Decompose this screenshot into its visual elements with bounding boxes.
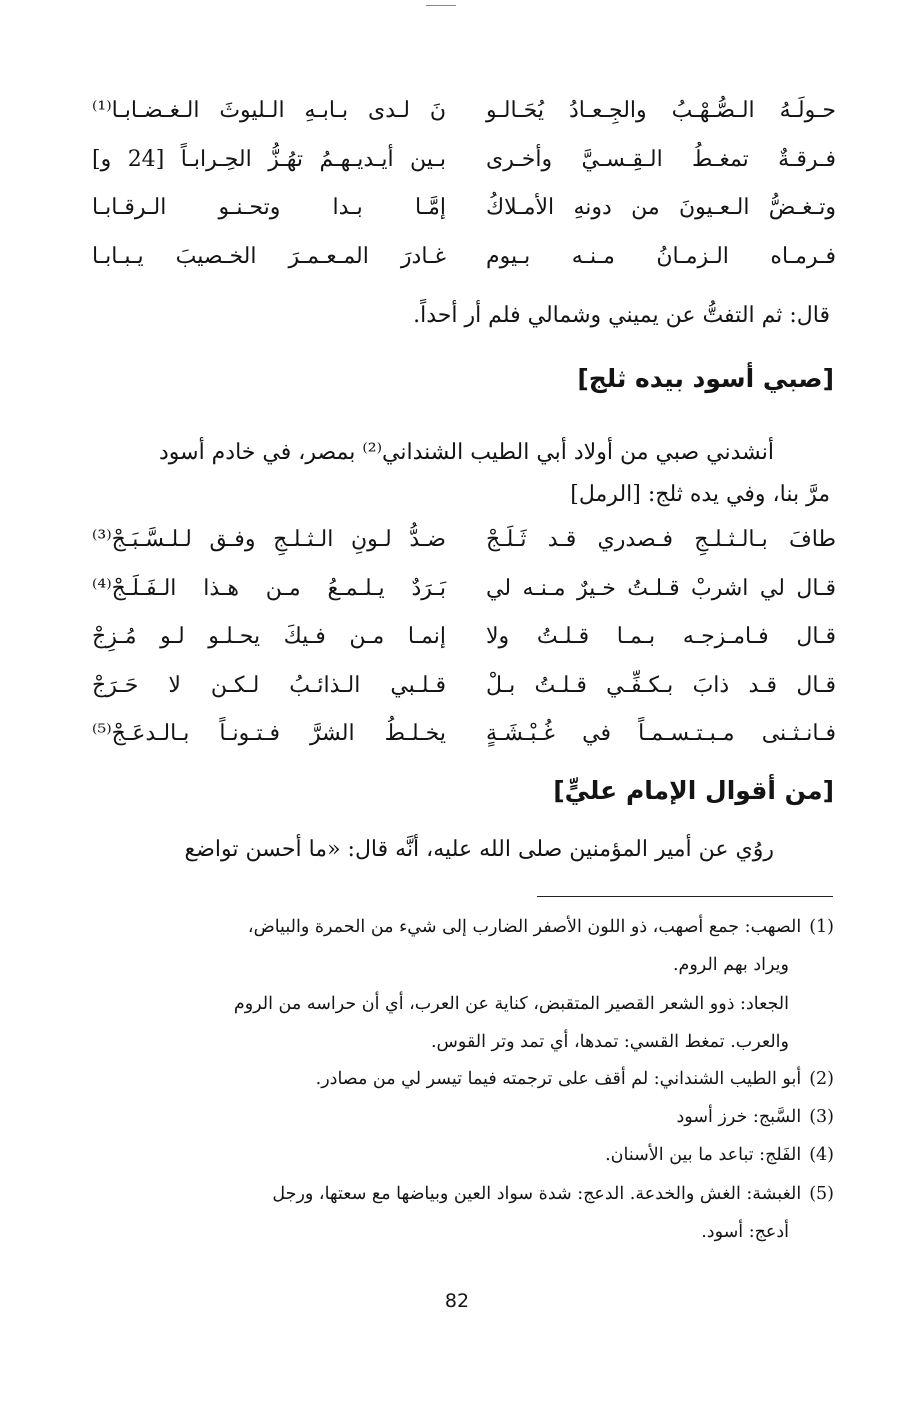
prose-paragraph: أنشدني صبي من أولاد أبي الطيب الشنداني⁽²⁾ بمصر، في خادم أسود xyxy=(158,440,774,465)
verse-line xyxy=(92,98,836,147)
footnote-3 xyxy=(677,1100,834,1134)
verse-right-hemistich: قـال فـامـزجـه بـمـا قـلـتُ ولا xyxy=(486,624,836,649)
verse-line xyxy=(92,244,836,293)
verse-line xyxy=(92,147,836,196)
verse-left-hemistich: بَـرَدٌ يـلـمـعُ مـن هـذا الـفَـلَـجْ⁽⁴⁾ xyxy=(92,575,446,601)
footnote-text: الصهب: جمع أصهب، ذو اللون الأصفر الضارب إلى شيء من الحمرة والبياض، xyxy=(247,917,802,937)
footnote-text: الغبشة: الغش والخدعة. الدعج: شدة سواد العين وبياضها مع سعتها، ورجل xyxy=(272,1184,802,1204)
verse-line xyxy=(92,673,836,722)
footnote-text: السَّبج: خرز أسود xyxy=(676,1107,802,1127)
verse-left-hemistich: إمَّـا بـدا وتحـنـو الـرقـابـا xyxy=(92,195,446,220)
verse-line xyxy=(92,527,836,576)
verse-left-hemistich: نَ لـدى بـابـهِ الـليوثَ الـغـضـابـا⁽¹⁾ xyxy=(92,98,446,123)
top-mark xyxy=(426,5,456,6)
verse-right-hemistich: طافَ بـالـثـلـجِ فـصدري قـد ثَـلَـجْ xyxy=(486,527,836,552)
prose-paragraph: مرَّ بنا، وفي يده ثلج: [الرمل] xyxy=(570,482,830,507)
section-heading: [من أقوال الإمام عليٍّ] xyxy=(553,776,834,805)
footnote-number: (4) xyxy=(809,1145,834,1165)
verses-mid xyxy=(92,527,836,770)
verse-right-hemistich: قـال قـد ذابَ بـكـفِّـي قـلـتُ بـلْ xyxy=(486,672,836,698)
verse-left-hemistich: إنمـا مـن فـيكَ يحـلـو لـو مُـزِجْ xyxy=(92,624,446,649)
prose-paragraph: روُي عن أمير المؤمنين صلى الله عليه، أنَّه قال: «ما أحسن تواضع xyxy=(184,837,774,862)
footnote-5 xyxy=(272,1177,834,1211)
verse-left-hemistich: بـين أيـديـهـمُ تهُـزُّ الحِـرابـاً [24 و] xyxy=(92,146,446,172)
page-number: 82 xyxy=(444,1290,470,1312)
footnote-text: الفَلج: تباعد ما بين الأسنان. xyxy=(605,1145,802,1165)
footnote-text: أبو الطيب الشنداني: لم أقف على ترجمته فيما تيسر لي من مصادر. xyxy=(315,1069,802,1089)
verse-left-hemistich: ضـدُّ لـونِ الـثـلـجِ وفـق لـلـسَّـبَـجْ⁽³⁾ xyxy=(92,527,446,552)
verse-right-hemistich: وتـغـضُّ الـعـيونَ من دونهِ الأمـلاكُ xyxy=(486,195,836,220)
footnote-text: والعرب. تمغط القسي: تمدها، أي تمد وتر القوس. xyxy=(430,1032,789,1052)
footnote-number: (2) xyxy=(809,1069,834,1089)
verse-line xyxy=(92,576,836,625)
prose-paragraph: قال: ثم التفتُّ عن يميني وشمالي فلم أر أحداً. xyxy=(413,303,830,328)
verse-left-hemistich: غـادرَ المـعـمـرَ الخـصيبَ يـبـابـا xyxy=(92,243,446,269)
footnote-1 xyxy=(248,910,834,944)
section-heading: [صبي أسود بيده ثلج] xyxy=(577,364,834,393)
verse-left-hemistich: قـلـبي الـذائـبُ لـكـن لا حَـرَجْ xyxy=(92,672,446,698)
footnote-2 xyxy=(316,1062,834,1096)
footnote-4 xyxy=(605,1138,834,1172)
verse-line xyxy=(92,721,836,770)
verse-right-hemistich: فـرمـاه الـزمـانُ مـنـه بـيوم xyxy=(486,243,836,269)
footnote-text: الجعاد: ذوو الشعر القصير المتقبض، كناية عن العرب، أي أن حراسه من الروم xyxy=(233,994,789,1014)
footnote-separator xyxy=(537,896,833,897)
verse-line xyxy=(92,624,836,673)
verses-top xyxy=(92,98,836,292)
verse-line xyxy=(92,195,836,244)
footnote-text: أدعج: أسود. xyxy=(701,1222,789,1242)
verse-right-hemistich: فـرقـةٌ تمغـطُ الـقِـسـيَّ وأخـرى xyxy=(486,146,836,172)
footnote-number: (1) xyxy=(809,917,834,937)
footnote-number: (5) xyxy=(809,1184,834,1204)
verse-right-hemistich: حـولَـهُ الـصُّـهْـبُ والجِـعـادُ يُحَـالـو xyxy=(486,98,836,123)
footnote-number: (3) xyxy=(809,1107,834,1127)
footnote-text: ويراد بهم الروم. xyxy=(672,955,789,975)
verse-left-hemistich: يخـلـطُ الشرَّ فـتـونـاً بـالـدعَـجْ⁽⁵⁾ xyxy=(92,721,446,746)
verse-right-hemistich: قـال لي اشربْ قـلـتُ خـيرٌ مـنـه لي xyxy=(486,575,836,601)
verse-right-hemistich: فـانـثـنى مـبـتـسـمـاً في غُـبْـشَـةٍ xyxy=(486,721,836,746)
